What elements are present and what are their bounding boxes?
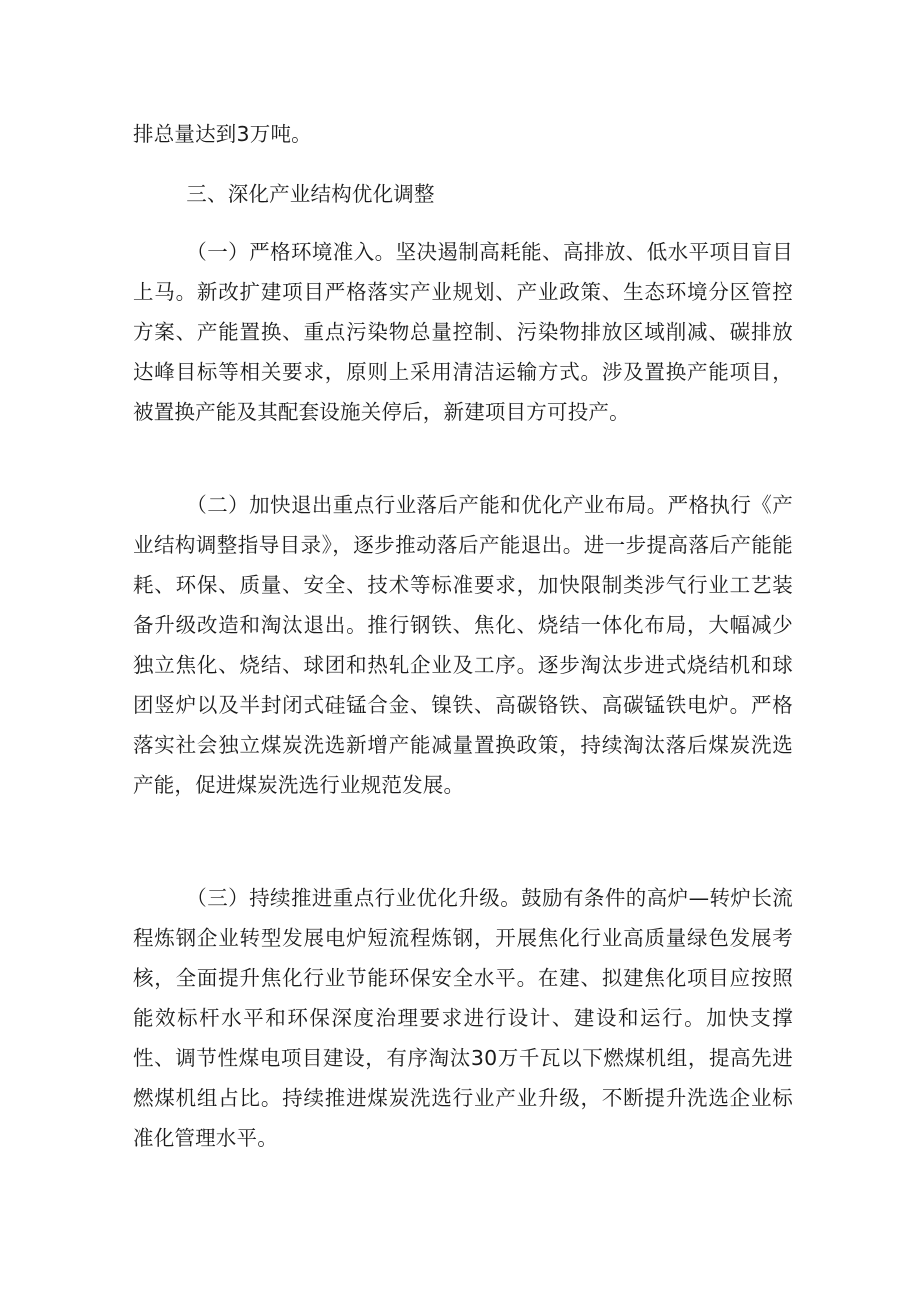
- carry-over-line: 排总量达到3万吨。: [133, 122, 312, 146]
- paragraph-environmental-access: （一）严格环境准入。坚决遏制高耗能、高排放、低水平项目盲目上马。新改扩建项目严格落实产业规划、产业政策、生态环境分区管控方案、产能置换、重点污染物总量控制、污染物排放区域削减、碳排放达峰目标等相关要求，原则上采用清洁运输方式。涉及置换产能项目，被置换产能及其配套设施关停后，新建项目方可投产。: [133, 240, 793, 424]
- section-heading: 三、深化产业结构优化调整: [186, 182, 435, 206]
- paragraph-industry-upgrade: （三）持续推进重点行业优化升级。鼓励有条件的高炉—转炉长流程炼钢企业转型发展电炉短流程炼钢，开展焦化行业高质量绿色发展考核，全面提升焦化行业节能环保安全水平。在建、拟建焦化项目应按照能效标杆水平和环保深度治理要求进行设计、建设和运行。加快支撑性、调节性煤电项目建设，有序淘汰30万千瓦以下燃煤机组，提高先进燃煤机组占比。持续推进煤炭洗选行业产业升级，不断提升洗选企业标准化管理水平。: [133, 886, 793, 1150]
- paragraph-exit-backward-capacity: （二）加快退出重点行业落后产能和优化产业布局。严格执行《产业结构调整指导目录》，逐步推动落后产能退出。进一步提高落后产能能耗、环保、质量、安全、技术等标准要求，加快限制类涉气行业工艺装备升级改造和淘汰退出。推行钢铁、焦化、烧结一体化布局，大幅减少独立焦化、烧结、球团和热轧企业及工序。逐步淘汰步进式烧结机和球团竖炉以及半封闭式硅锰合金、镍铁、高碳铬铁、高碳锰铁电炉。严格落实社会独立煤炭洗选新增产能减量置换政策，持续淘汰落后煤炭洗选产能，促进煤炭洗选行业规范发展。: [133, 493, 793, 797]
